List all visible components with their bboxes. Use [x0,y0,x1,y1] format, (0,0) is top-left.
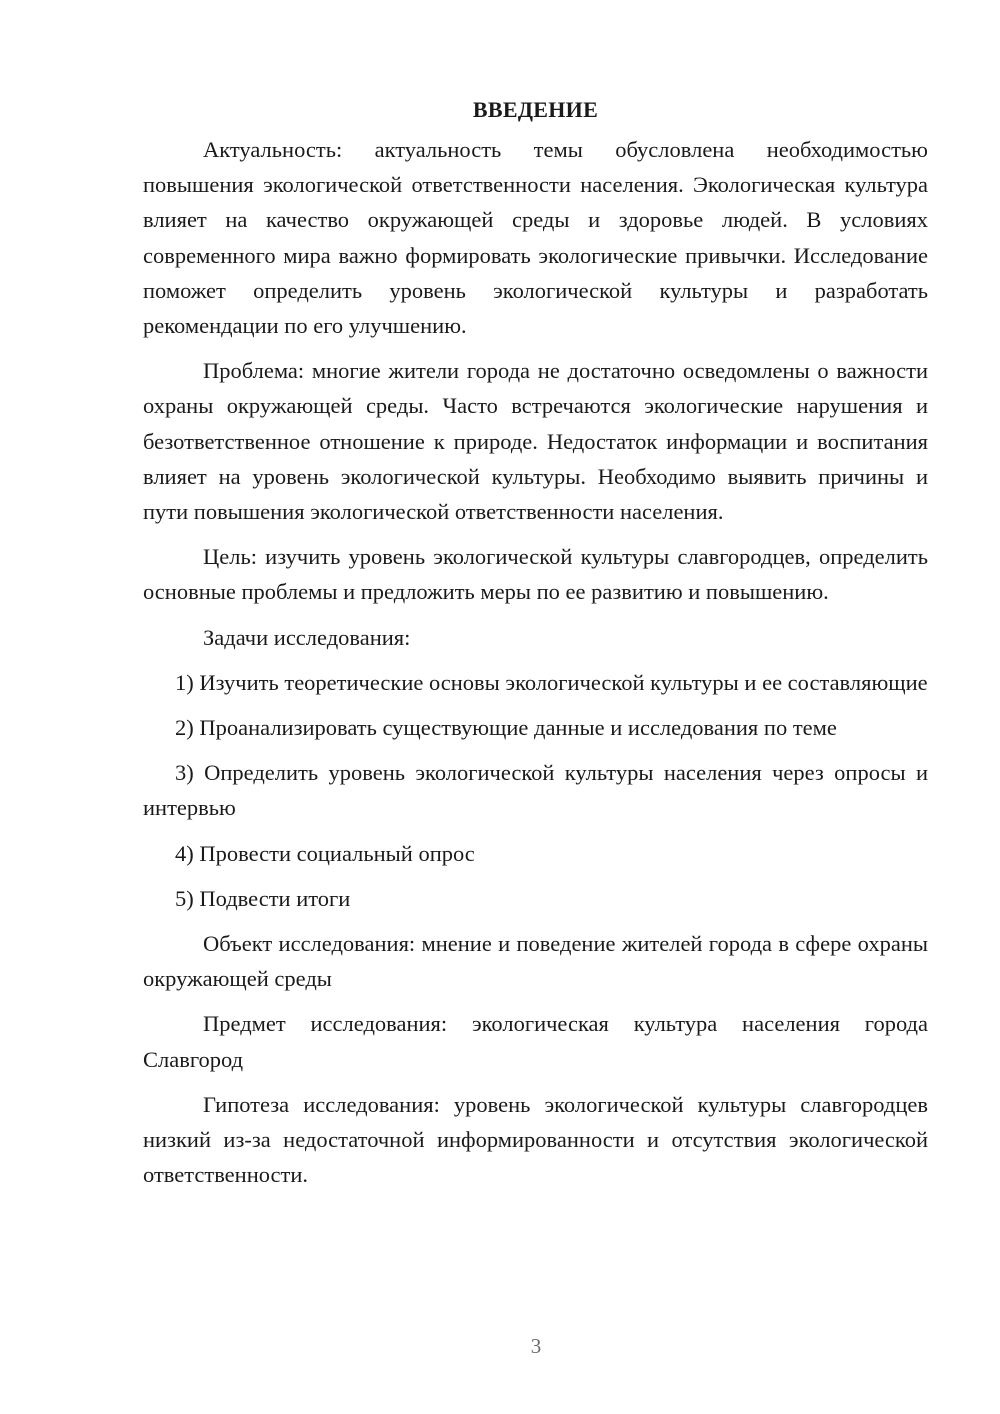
page-title: ВВЕДЕНИЕ [472,97,599,122]
list-item: 1) Изучить теоретические основы экологической культуры и ее составляющие [175,669,928,695]
list-item: 4) Провести социальный опрос [175,840,475,866]
page-number: 3 [530,1334,542,1358]
list-item: 5) Подвести итоги [175,885,351,911]
tasks-list [143,665,928,916]
subject-paragraph: Предмет исследования: экологическая культура населения города Славгород [143,1011,928,1072]
hypothesis-paragraph: Гипотеза исследования: уровень экологической культуры славгородцев низкий из-за недостаточной информированности и отсутствия экологической ответственности. [143,1091,928,1188]
list-item: 3) Определить уровень экологической культуры населения через опросы и интервью [143,760,928,821]
problem-paragraph: Проблема: многие жители города не достаточно осведомлены о важности охраны окружающей среды. Часто встречаются экологические нарушения и безответственное отношение к природе. Недостаток информации и воспитания влияет на уровень экологической культуры. Необходимо выявить причины и пути повышения экологической ответственности населения. [143,358,928,525]
relevance-paragraph: Актуальность: актуальность темы обусловлена необходимостью повышения экологической ответственности населения. Экологическая культура влияет на качество окружающей среды и здоровье людей. В условиях современного мира важно формировать экологические привычки. Исследование поможет определить уровень экологической культуры и разработать рекомендации по его улучшению. [143,137,928,339]
goal-paragraph: Цель: изучить уровень экологической культуры славгородцев, определить основные проблемы и предложить меры по ее развитию и повышению. [143,544,928,605]
document-page [143,92,928,1202]
list-item: 2) Проанализировать существующие данные и исследования по теме [175,715,837,741]
tasks-heading: Задачи исследования: [203,624,411,650]
object-paragraph: Объект исследования: мнение и поведение жителей города в сфере охраны окружающей среды [143,931,928,992]
